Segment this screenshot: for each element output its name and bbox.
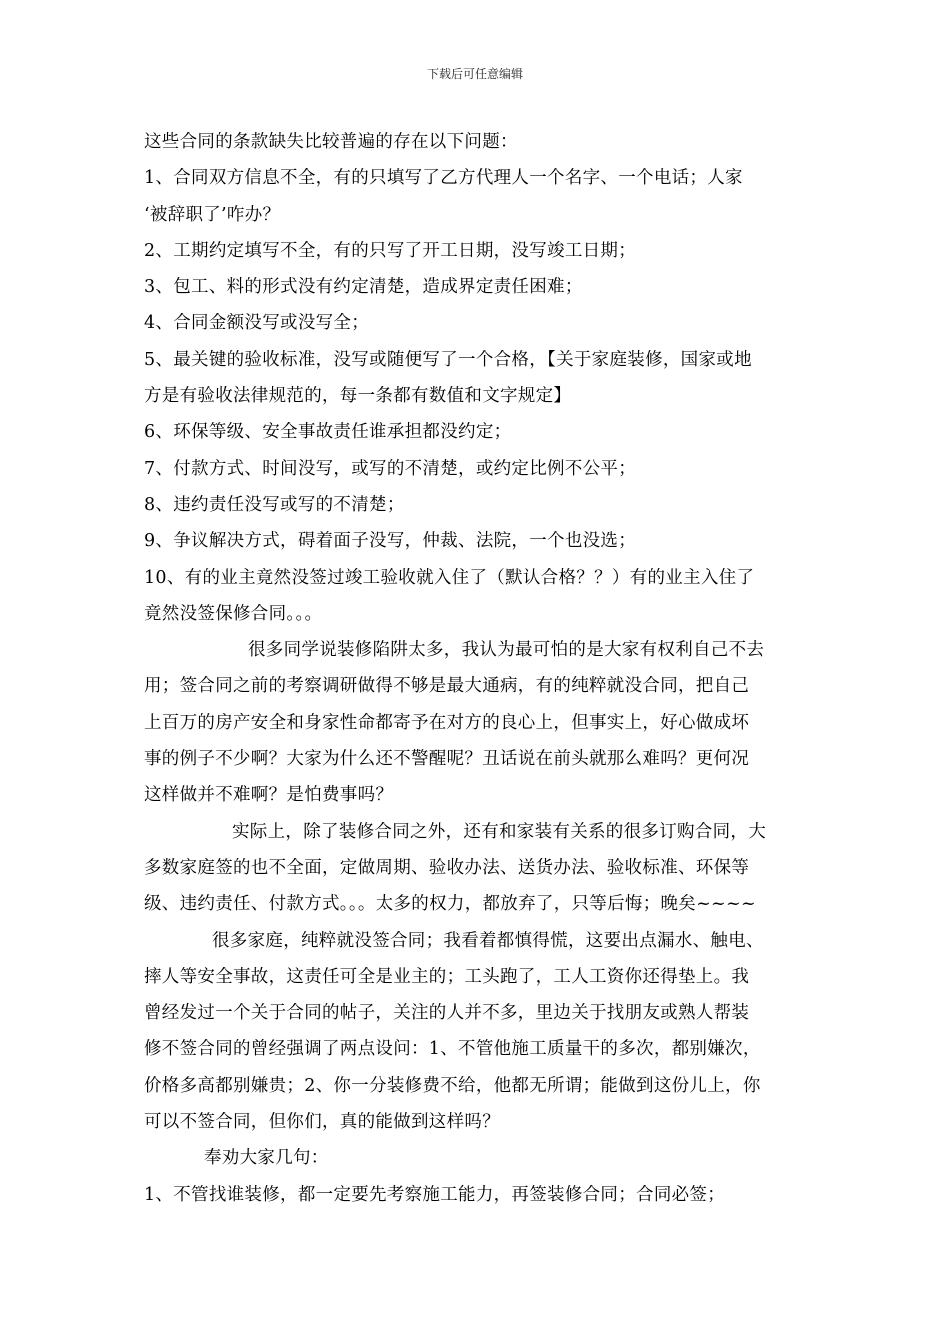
list-item-6: 6、环保等级、安全事故责任谁承担都没约定； <box>144 422 512 443</box>
list-item-8: 8、违约责任没写或写的不清楚； <box>144 494 405 515</box>
list-item-9: 9、争议解决方式，碍着面子没写，仲裁、法院，一个也没选； <box>144 531 637 552</box>
list-item-1-cont: ‘被辞职了’咋办？ <box>144 204 281 225</box>
paragraph-1-line: 用；签合同之前的考察调研做得不够是最大通病，有的纯粹就没合同，把自己 <box>144 676 750 697</box>
paragraph-3-line: 曾经发过一个关于合同的帖子，关注的人并不多，里边关于找朋友或熟人帮装 <box>144 1003 750 1024</box>
paragraph-3-line: 价格多高都别嫌贵；2、你一分装修费不给，他都无所谓；能做到这份儿上，你 <box>144 1075 761 1096</box>
paragraph-3-line: 摔人等安全事故，这责任可全是业主的；工头跑了，工人工资你还得垫上。我 <box>144 966 750 987</box>
list-item-2: 2、工期约定填写不全，有的只写了开工日期，没写竣工日期； <box>144 240 637 261</box>
paragraph-2-line: 多数家庭签的也不全面，定做周期、验收办法、送货办法、验收标准、环保等 <box>144 857 750 878</box>
list-item-5-cont: 方是有验收法律规范的，每一条都有数值和文字规定】 <box>144 386 572 407</box>
list-item-5: 5、最关键的验收标准，没写或随便写了一个合格，【关于家庭装修，国家或地 <box>144 349 752 370</box>
advice-item-1: 1、不管找谁装修，都一定要先考察施工能力，再签装修合同；合同必签； <box>144 1184 726 1205</box>
intro-line: 这些合同的条款缺失比较普遍的存在以下问题： <box>144 132 518 152</box>
list-item-3: 3、包工、料的形式没有约定清楚，造成界定责任困难； <box>144 277 583 298</box>
header-note: 下载后可任意编辑 <box>426 67 523 81</box>
paragraph-2-line: 级、违约责任、付款方式。。。太多的权力，都放弃了，只等后悔；晚矣~~~~ <box>144 894 756 915</box>
advice-heading: 奉劝大家几句： <box>204 1148 329 1169</box>
paragraph-3-line: 很多家庭，纯粹就没签合同；我看着都慎得慌，这要出点漏水、触电、 <box>212 930 764 951</box>
list-item-1: 1、合同双方信息不全，有的只填写了乙方代理人一个名字、一个电话；人家 <box>144 168 743 189</box>
paragraph-1-line: 这样做并不难啊？是怕费事吗？ <box>144 785 394 806</box>
paragraph-1-line: 很多同学说装修陷阱太多，我认为最可怕的是大家有权利自己不去 <box>248 640 765 661</box>
paragraph-2-line: 实际上，除了装修合同之外，还有和家装有关系的很多订购合同，大 <box>232 821 766 842</box>
paragraph-3-line: 修不签合同的曾经强调了两点设问：1、不管他施工质量干的多次，都别嫌次， <box>144 1039 761 1060</box>
list-item-7: 7、付款方式、时间没写，或写的不清楚，或约定比例不公平； <box>144 458 637 479</box>
paragraph-3-line: 可以不签合同，但你们，真的能做到这样吗？ <box>144 1112 500 1133</box>
list-item-10: 10、有的业主竟然没签过竣工验收就入住了（默认合格？？）有的业主入住了 <box>144 567 755 588</box>
paragraph-1-line: 上百万的房产安全和身家性命都寄予在对方的良心上，但事实上，好心做成坏 <box>144 712 750 733</box>
list-item-10-cont: 竟然没签保修合同。。。 <box>144 603 323 624</box>
document-body <box>144 124 808 1213</box>
list-item-4: 4、合同金额没写或没写全； <box>144 313 370 334</box>
paragraph-1-line: 事的例子不少啊？大家为什么还不警醒呢？丑话说在前头就那么难吗？更何况 <box>144 749 750 770</box>
